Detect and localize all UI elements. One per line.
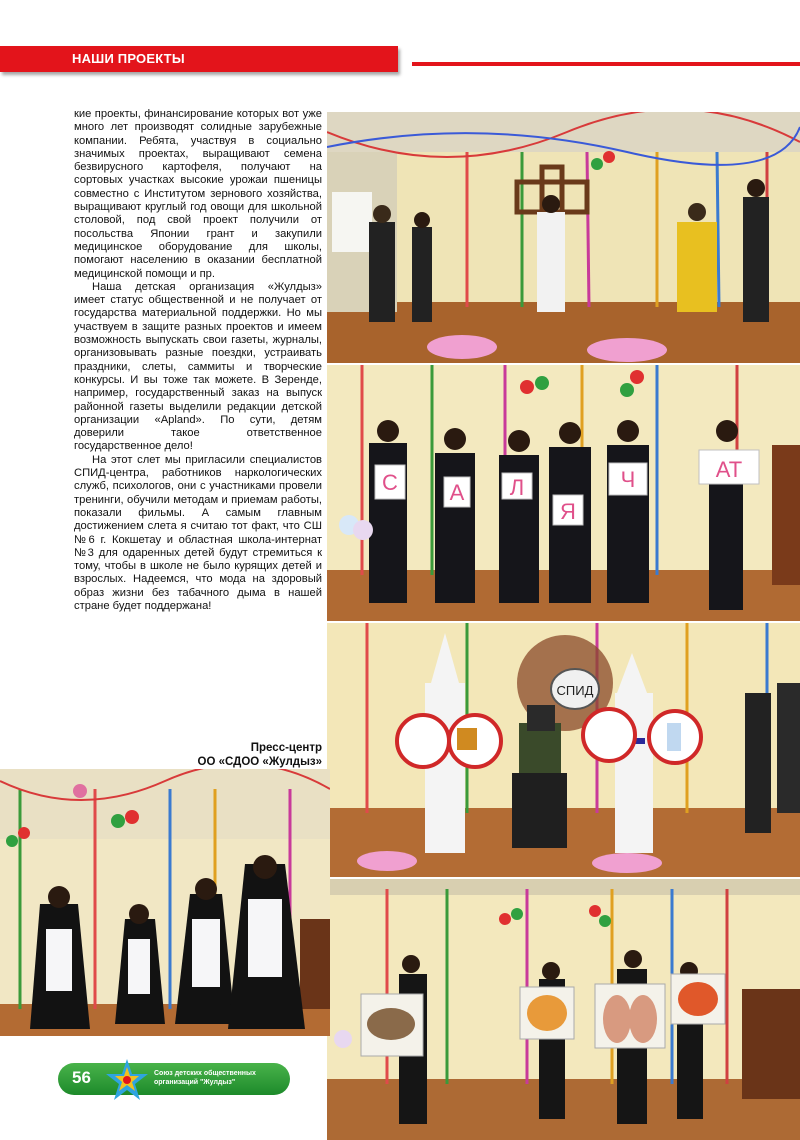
header-rule [412,62,800,66]
signature-line-1: Пресс-центр [250,742,322,754]
emblem-text: СПИД [556,683,594,698]
article-paragraph-1: кие проекты, финансирование которых вот уже много лет производят солидные зарубежные компании. Ребята, участвуя в социально значимых проектах, выращивают семена безвирусного картофеля, получают на сортовых участках высокие урожаи пшеницы совместно с Институтом зернового хозяйства, выращивают круглый год овощи для школьной столовой, под свой проект получили от посольства Японии грант и закупили медицинское оборудование для школы, помогают населению в оказании бесплатной медицинской помощи и пр. [74,108,322,280]
photo-anti-smoking-skit [327,623,800,877]
section-title: НАШИ ПРОЕКТЫ [72,51,185,66]
photo-organ-posters [327,879,800,1140]
sign-letter-5: Ч [620,467,636,492]
star-logo-icon [104,1058,150,1102]
sign-letter-4: Я [560,499,576,524]
sign-letter-3: Л [509,475,525,500]
article-body [74,108,322,613]
footer-org-line-1: Союз детских общественных [154,1070,256,1077]
photo-students-letter-signs [327,365,800,621]
photo-girls-dance [0,769,330,1036]
article-paragraph-2: Наша детская организация «Жулдыз» имеет статус общественной и не получает от государства материальной поддержки. Но мы участвуем в защите разных проектов и имеем возможность выпускать свои газеты, журналы, организовывать разные поездки, устраивать праздники, слеты, саммиты и творческие конкурсы. И вы тоже так можете. В Зерендe, например, государственный заказ на выпуск районной газеты выделили редакции детской организации «Apland». По сути, детям доверили такое ответственное государственное дело! [74,280,322,453]
section-header-bar [0,46,398,72]
sign-letter-1: С [382,470,398,495]
footer-org-line-2: организаций "Жулдыз" [154,1078,236,1086]
sign-letter-2: А [449,480,465,505]
signature-line-2: ОО «СДОО «Жулдыз» [197,755,322,768]
footer-org-name [154,1070,286,1087]
page-number: 56 [72,1068,91,1087]
sign-letter-6: АТ [715,457,743,482]
photo-stage-ribbons [327,112,800,363]
article-signature [198,742,322,769]
article-paragraph-3: На этот слет мы пригласили специалистов СПИД-центра, работников наркологических служб, психологов, они с участниками провели тренинги, обучили методам и приемам работы, показали фильмы. А самым главным достижением слета я считаю тот факт, что СШ №6 г. Кокшетау и областная школа-интернат №3 для одаренных детей будут стремиться к тому, чтобы в школе не было курящих детей и взрослых. Надеемся, что мода на здоровый образ жизни без табачного дыма в нашей стране будет поддержана! [74,453,322,612]
